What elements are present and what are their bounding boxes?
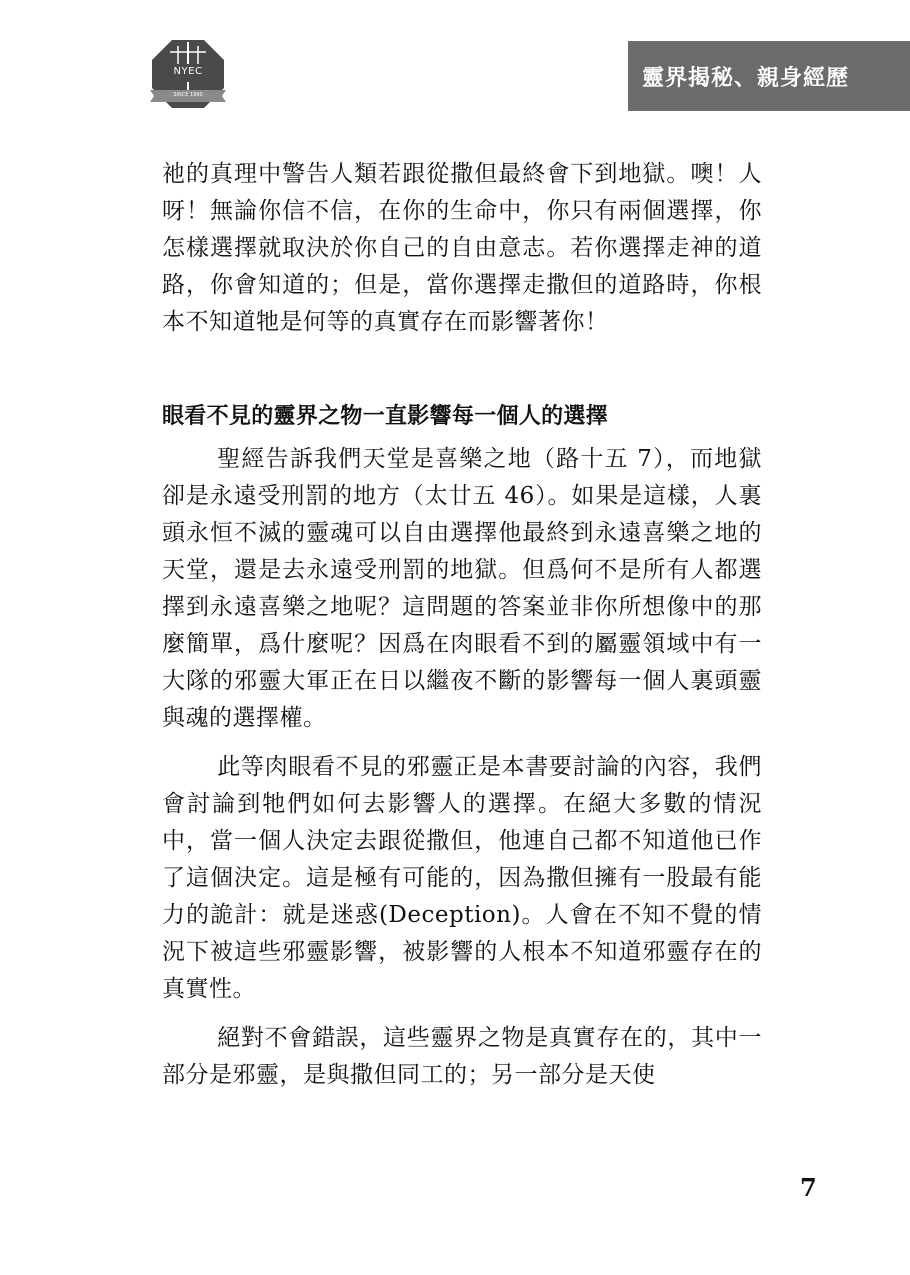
logo-ribbon-text: SINCE 1990	[173, 92, 203, 98]
page-number: 7	[800, 1173, 817, 1202]
chapter-title: 靈界揭秘、親身經歷	[642, 65, 850, 91]
paragraph-4: 絕對不會錯誤，這些靈界之物是真實存在的，其中一部分是邪靈，是與撒但同工的；另一部分是天使	[162, 1025, 762, 1088]
logo-letters: NYEC	[173, 66, 203, 77]
paragraph-3: 此等肉眼看不見的邪靈正是本書要討論的內容，我們會討論到牠們如何去影響人的選擇。在絕大多數的情況中，當一個人決定去跟從撒但，他連自己都不知道他已作了這個決定。這是極有可能的，因為撒但擁有一股最有能力的詭計：就是迷惑(Deception)。人會在不知不覺的情況下被這些邪靈影響，被影響的人根本不知道邪靈存在的真實性。	[162, 754, 762, 1002]
section-heading: 眼看不見的靈界之物一直影響每一個人的選擇	[162, 404, 609, 429]
publisher-logo	[150, 38, 226, 110]
paragraph-2: 聖經告訴我們天堂是喜樂之地（路十五 7），而地獄卻是永遠受刑罰的地方（太廿五 46）。如果是這樣，人裏頭永恒不滅的靈魂可以自由選擇他最終到永遠喜樂之地的天堂，還是去永遠受刑罰的地獄。但爲何不是所有人都選擇到永遠喜樂之地呢？這問題的答案並非你所想像中的那麼簡單，爲什麼呢？因爲在肉眼看不到的屬靈領域中有一大隊的邪靈大軍正在日以繼夜不斷的影響每一個人裏頭靈與魂的選擇權。	[162, 446, 762, 731]
page-content	[162, 156, 762, 1094]
paragraph-1: 祂的真理中警告人類若跟從撒但最終會下到地獄。噢！人呀！無論你信不信，在你的生命中，你只有兩個選擇，你怎樣選擇就取決於你自己的自由意志。若你選擇走神的道路，你會知道的；但是，當你選擇走撒但的道路時，你根本不知道牠是何等的真實存在而影響著你！	[162, 161, 762, 335]
chapter-header-tab	[628, 41, 910, 111]
